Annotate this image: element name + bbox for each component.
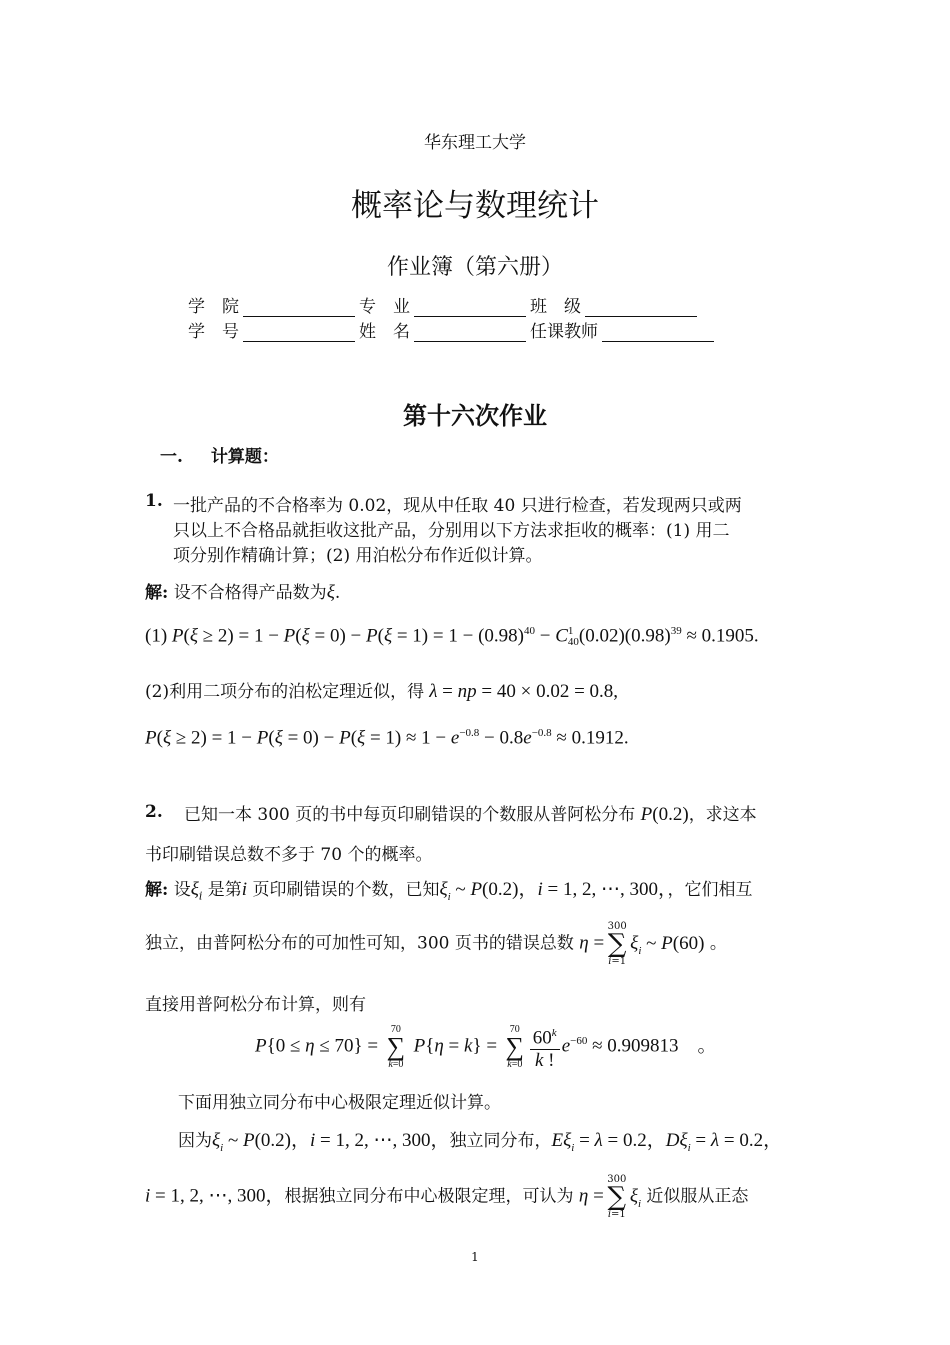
student-id-blank[interactable] [243, 325, 355, 342]
problem-1-part-2-formula: $P(\xi \ge 2) = 1 - P(\xi = 0) - P(\xi = 1) \approx 1 - e^{-0.8} - 0.8e^{-0.8} \approx 0.1912$. [145, 727, 629, 749]
part-2-lambda: 0.8 [589, 681, 614, 702]
course-title: 概率论与数理统计 [351, 188, 599, 224]
class-label: 班 级 [530, 297, 581, 317]
problem-2-line-1: 已知一本 300 页的书中每页印刷错误的个数服从普阿松分布 P(0.2)，求这本 [184, 804, 757, 825]
problem-1-part-2: (2)利用二项分布的泊松定理近似，得 λ = np = 40 × 0.02 = 0.8, [145, 681, 619, 702]
form-row-2 [188, 317, 718, 342]
problem-1-number: 1. [145, 491, 163, 511]
problem-2-direct: 直接用普阿松分布计算，则有 [145, 995, 366, 1015]
name-label: 姓 名 [359, 322, 410, 342]
solution-text: 设不合格得产品数为 [173, 583, 327, 603]
page-number: 1 [471, 1250, 479, 1264]
poisson-result: 0.909813 [607, 1035, 679, 1057]
college-blank[interactable] [243, 300, 355, 317]
problem-2-poisson-formula: P{0 ≤ η ≤ 70} = 70 ∑ k=0 P{η = k} = 70 ∑ k=0 $\frac{60^k}{k !}$ $e^{-60} \approx 0.909813$ 。 [255, 1022, 717, 1072]
assignment-title: 第十六次作业 [403, 401, 547, 430]
part-2-text: 利用二项分布的泊松定理近似，得 [169, 682, 425, 702]
book-subtitle: 作业簿（第六册） [386, 255, 563, 280]
problem-1-solution-intro: 解: 设不合格得产品数为ξ. [145, 582, 341, 603]
problem-1-line-2: 只以上不合格品就拒收这批产品，分别用以下方法求拒收的概率：(1) 用二 [173, 521, 730, 541]
student-id-label: 学 号 [188, 322, 239, 342]
problem-2-line-2: 书印刷错误总数不多于 70 个的概率。 [145, 845, 433, 865]
problem-2-because: 因为$\xi_i$ ~ P(0.2)，i = 1, 2, ⋯, 300，独立同分布，$E\xi_i = \lambda = 0.2$，$D\xi_i = \lambda = 0.2$， [178, 1130, 783, 1154]
name-blank[interactable] [414, 325, 526, 342]
problem-2-last-line: i = 1, 2, ⋯, 300，根据独立同分布中心极限定理，可认为 η = 300 ∑ i=1 $\xi_i$ 近似服从正态 [145, 1174, 749, 1220]
problem-2-independence: 独立，由普阿松分布的可加性可知，300 页书的错误总数 η = 300 ∑ i=1 $\xi_i$ ~ P(60) 。 [145, 921, 727, 967]
section-title: 计算题： [210, 447, 279, 467]
problem-1-part-1: (1) $P(\xi \ge 2) = 1 - P(\xi = 0) - P(\xi = 1) = 1 - (0.98)^{40} - C$ 1 40 $(0.02)(0.98)^{39} \approx 0.1905$. [145, 624, 759, 648]
problem-2-clt-intro: 下面用独立同分布中心极限定理近似计算。 [178, 1093, 501, 1113]
problem-1-line-3: 项分别作精确计算；(2) 用泊松分布作近似计算。 [173, 546, 543, 566]
section-heading [160, 442, 279, 467]
section-number: 一. [160, 447, 183, 467]
form-row-1 [188, 292, 701, 317]
teacher-label: 任课教师 [530, 322, 598, 342]
problem-2-solution-1: 解: 设$\xi_i$ 是第i 页印刷错误的个数，已知$\xi_i$ ~ P(0.2)，i = 1, 2, ⋯, 300，，它们相互 [145, 879, 753, 903]
part-1-label: (1) [145, 625, 168, 647]
teacher-blank[interactable] [602, 325, 714, 342]
part-2-label: (2) [145, 682, 170, 702]
university-name: 华东理工大学 [424, 133, 526, 153]
part-1-result: 0.1905 [701, 625, 754, 647]
problem-2-number: 2. [145, 802, 163, 822]
problem-1-line-1: 一批产品的不合格率为 0.02，现从中任取 40 只进行检查，若发现两只或两 [173, 496, 742, 516]
college-label: 学 院 [188, 297, 239, 317]
solution-label: 解: [145, 583, 169, 603]
major-label: 专 业 [359, 297, 410, 317]
major-blank[interactable] [414, 300, 526, 317]
part-2-result: 0.1912 [571, 727, 624, 749]
class-blank[interactable] [585, 300, 697, 317]
